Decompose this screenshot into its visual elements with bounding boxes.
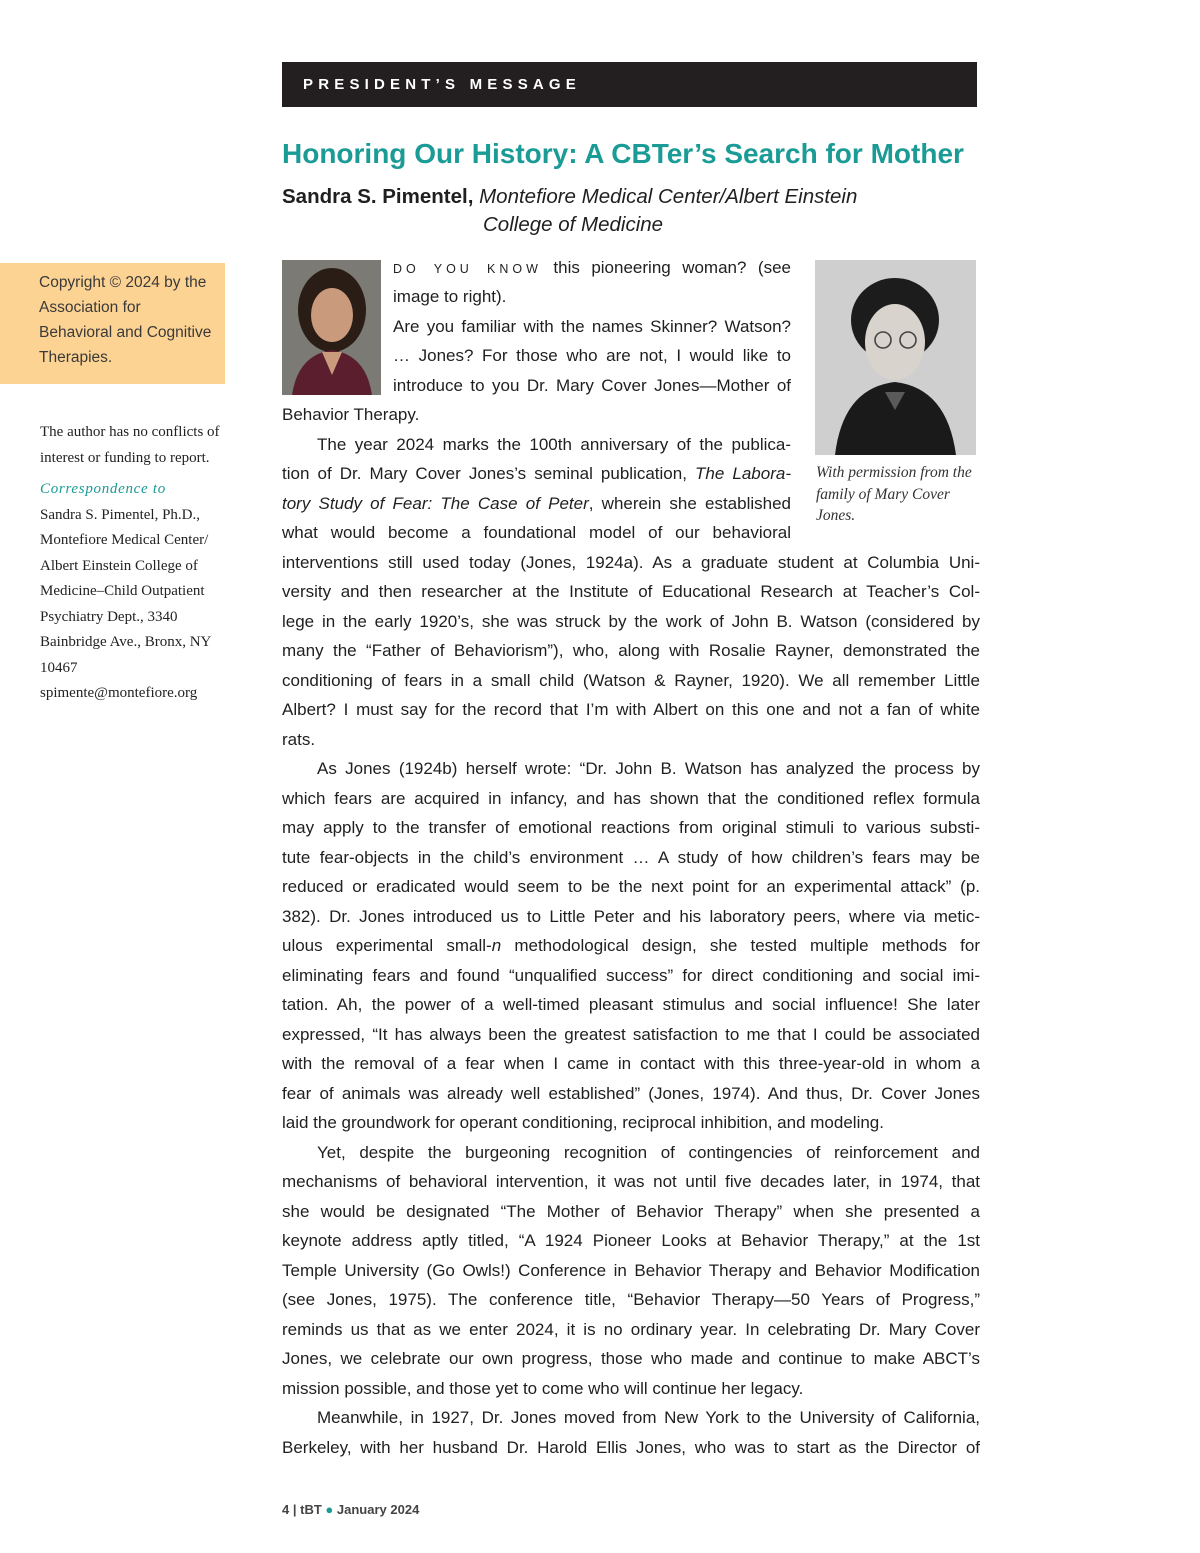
body-line: she would be designated “The Mother of Behavior Therapy” when she presented a (282, 1202, 980, 1221)
body-text: ulous experimental small- (282, 936, 492, 955)
body-line: fear of animals was already well established” (Jones, 1974). And thus, Dr. Cover Jones (282, 1084, 980, 1103)
mary-cover-jones-photo (815, 260, 976, 455)
body-line: versity and then researcher at the Institute of Educational Research at Teacher’s Col- (282, 582, 980, 601)
article-title: Honoring Our History: A CBTer’s Search for Mother (282, 138, 964, 169)
byline (282, 183, 982, 239)
sidebar-notes (40, 420, 225, 707)
body-line (282, 931, 980, 961)
section-banner (282, 62, 977, 107)
body-line: Berkeley, with her husband Dr. Harold Ellis Jones, who was to start as the Director of (282, 1438, 980, 1457)
italic-n: n (491, 936, 502, 955)
body-line: (see Jones, 1975). The conference title, “Behavior Therapy—50 Years of Progress,” (282, 1290, 980, 1309)
body-text: tion of Dr. Mary Cover Jones’s seminal publication, (282, 464, 696, 483)
book-title: The Labora- (695, 464, 791, 483)
body-line: The year 2024 marks the 100th anniversary of the publica- (317, 435, 791, 454)
body-line (393, 253, 791, 285)
body-line: many the “Father of Behaviorism”), who, along with Rosalie Rayner, demonstrated the (282, 641, 980, 660)
body-line: may apply to the transfer of emotional reactions from original stimuli to various substi- (282, 818, 980, 837)
body-line: Meanwhile, in 1927, Dr. Jones moved from New York to the University of California, (317, 1408, 980, 1427)
body-line: keynote address aptly titled, “A 1924 Pioneer Looks at Behavior Therapy,” at the 1st (282, 1231, 980, 1250)
copyright-box: Copyright © 2024 by the Association for Behavioral and Cognitive Therapies. (0, 263, 225, 384)
body-line: As Jones (1924b) herself wrote: “Dr. John B. Watson has analyzed the process by (317, 759, 980, 778)
publication-name: tBT (300, 1502, 322, 1517)
body-line: Are you familiar with the names Skinner? Watson? (393, 317, 791, 336)
author-affiliation: Montefiore Medical Center/Albert Einstein (473, 185, 858, 208)
conflict-statement: The author has no conflicts of interest or funding to report. (40, 424, 220, 466)
body-line: Temple University (Go Owls!) Conference in Behavior Therapy and Behavior Modification (282, 1261, 980, 1280)
issue-date: January 2024 (336, 1502, 420, 1517)
body-line: expressed, “It has always been the greatest satisfaction to me that I could be associated (282, 1025, 980, 1044)
body-line: Jones, we celebrate our own progress, those who made and continue to make ABCT’s (282, 1349, 980, 1368)
body-line: mission possible, and those yet to come who will continue her legacy. (282, 1379, 804, 1398)
correspondence-heading: Correspondence to (40, 481, 166, 497)
author-photo (282, 260, 381, 395)
body-line: tation. Ah, the power of a well-timed pleasant stimulus and social influence! She later (282, 995, 980, 1014)
body-line: interventions still used today (Jones, 1924a). As a graduate student at Columbia Uni- (282, 553, 980, 572)
body-text: , wherein she established (588, 494, 791, 513)
body-line: 382). Dr. Jones introduced us to Little Peter and his laboratory peers, where via metic- (282, 907, 980, 926)
body-line: with the removal of a fear when I came in contact with this three-year-old in whom a (282, 1054, 980, 1073)
page-number: 4 (282, 1502, 290, 1517)
drop-caps-lead: DO YOU KNOW (393, 262, 542, 276)
body-line: reminds us that as we enter 2024, it is no ordinary year. In celebrating Dr. Mary Cover (282, 1320, 980, 1339)
body-line: mechanisms of behavioral intervention, it was not until five decades later, in 1974, that (282, 1172, 980, 1191)
correspondence-address: Sandra S. Pimentel, Ph.D., Montefiore Medical Center/ Albert Einstein College of Medicine–Child Outpatient Psychiatry Dept., 3340 Bainbridge Ave., Bronx, NY 10467 spimente@montefiore.org (40, 506, 211, 701)
body-line: reduced or eradicated would seem to be the next point for an experimental attack” (p. (282, 877, 980, 896)
body-line: lege in the early 1920’s, she was struck by the work of John B. Watson (considered by (282, 612, 980, 631)
section-label: PRESIDENT’S MESSAGE (303, 76, 582, 93)
body-line: tute fear-objects in the child’s environment … A study of how children’s fears may be (282, 848, 980, 867)
page-footer (282, 1502, 419, 1517)
author-name: Sandra S. Pimentel, (282, 185, 474, 208)
body-line (282, 459, 791, 489)
body-line (282, 489, 791, 519)
footer-separator: | (292, 1502, 297, 1517)
photo-caption: With permission from the family of Mary Cover Jones. (816, 464, 972, 524)
author-affiliation-cont: College of Medicine (483, 213, 664, 236)
book-title: tory Study of Fear: The Case of Peter (282, 494, 589, 513)
body-line: Albert? I must say for the record that I’m with Albert on this one and not a fan of white (282, 700, 980, 719)
body-line: which fears are acquired in infancy, and has shown that the conditioned reflex formula (282, 789, 980, 808)
body-text: this pioneering woman? (see (541, 258, 791, 277)
body-line: rats. (282, 730, 316, 749)
body-line: Behavior Therapy. (282, 405, 420, 424)
body-line: … Jones? For those who are not, I would like to (393, 346, 791, 365)
body-line: image to right). (393, 287, 507, 306)
body-line: introduce to you Dr. Mary Cover Jones—Mother of (393, 376, 791, 395)
body-line: laid the groundwork for operant conditioning, reciprocal inhibition, and modeling. (282, 1113, 884, 1132)
body-line: Yet, despite the burgeoning recognition of contingencies of reinforcement and (317, 1143, 980, 1162)
bullet-icon: ● (325, 1502, 334, 1517)
body-text: methodological design, she tested multiple methods for (501, 936, 980, 955)
body-line: conditioning of fears in a small child (Watson & Rayner, 1920). We all remember Little (282, 671, 980, 690)
body-line: eliminating fears and found “unqualified success” for direct conditioning and social imi- (282, 966, 980, 985)
body-line: what would become a foundational model of our behavioral (282, 523, 791, 542)
